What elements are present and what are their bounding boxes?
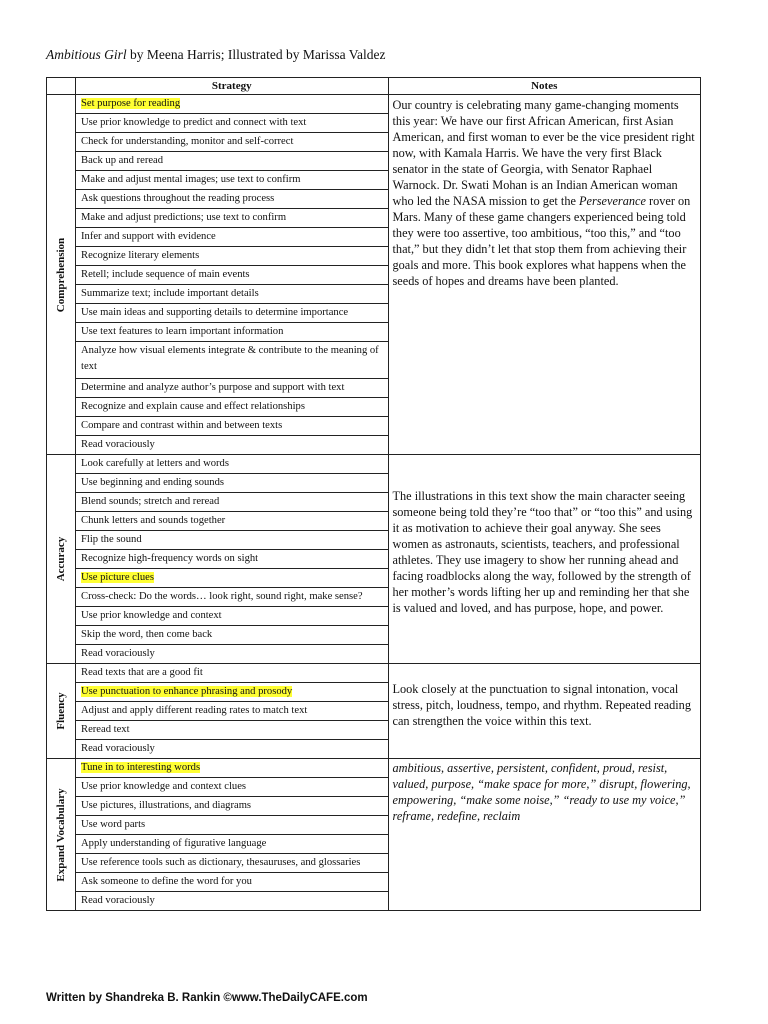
strategy-item-text: Skip the word, then come back bbox=[81, 629, 213, 640]
strategy-item-text: Infer and support with evidence bbox=[81, 231, 216, 242]
strategy-item bbox=[76, 797, 388, 816]
strategy-item-text: Read voraciously bbox=[81, 743, 155, 754]
strategy-item bbox=[76, 285, 388, 304]
strategy-item-text: Compare and contrast within and between texts bbox=[81, 420, 283, 431]
strategy-item bbox=[76, 379, 388, 398]
strategy-item-text: Read voraciously bbox=[81, 648, 155, 659]
strategy-item-highlighted: Tune in to interesting words bbox=[81, 762, 201, 773]
strategy-item bbox=[76, 588, 388, 607]
strategy-item-text: Read texts that are a good fit bbox=[81, 667, 203, 678]
strategy-item bbox=[76, 759, 388, 778]
strategy-item bbox=[76, 854, 388, 873]
strategy-item-text: Use prior knowledge and context clues bbox=[81, 781, 247, 792]
strategy-item bbox=[76, 664, 388, 683]
strategy-item-text: Use main ideas and supporting details to determine importance bbox=[81, 307, 349, 318]
strategy-item-text: Retell; include sequence of main events bbox=[81, 269, 250, 280]
strategy-item-text: Use pictures, illustrations, and diagrams bbox=[81, 800, 252, 811]
header-row bbox=[47, 78, 701, 95]
strategy-item bbox=[76, 702, 388, 721]
strategy-item-text: Use word parts bbox=[81, 819, 146, 830]
strategy-item-text: Cross-check: Do the words… look right, sound right, make sense? bbox=[81, 591, 363, 602]
category-label: Expand Vocabulary bbox=[55, 787, 67, 882]
strategy-item-text: Recognize and explain cause and effect relationships bbox=[81, 401, 305, 412]
strategy-item-text: Back up and reread bbox=[81, 155, 164, 166]
notes-text: ambitious, assertive, persistent, confident, proud, resist, valued, purpose, “make space for more,” disrupt, flowering, empowering, “make some noise,” “ready to use my voice,” reframe, redefine, reclaim bbox=[392, 761, 691, 823]
strategy-item-text: Make and adjust mental images; use text to confirm bbox=[81, 174, 301, 185]
strategy-item bbox=[76, 892, 388, 910]
strategy-item bbox=[76, 550, 388, 569]
strategy-item-text: Read voraciously bbox=[81, 895, 155, 906]
strategy-item bbox=[76, 417, 388, 436]
strategy-item bbox=[76, 398, 388, 417]
strategy-item bbox=[76, 95, 388, 114]
notes-header: Notes bbox=[388, 78, 701, 95]
strategy-item-text: Recognize high-frequency words on sight bbox=[81, 553, 259, 564]
category-cell bbox=[47, 664, 76, 759]
strategy-list bbox=[76, 664, 389, 759]
category-label: Comprehension bbox=[55, 237, 67, 312]
strategy-item-highlighted: Set purpose for reading bbox=[81, 98, 181, 109]
category-label: Accuracy bbox=[55, 536, 67, 582]
strategy-item bbox=[76, 873, 388, 892]
category-label: Fluency bbox=[55, 692, 67, 730]
section-row-fluency bbox=[47, 664, 701, 759]
strategy-item-text: Look carefully at letters and words bbox=[81, 458, 229, 469]
strategy-item bbox=[76, 816, 388, 835]
notes-cell bbox=[388, 759, 701, 911]
notes-text: The illustrations in this text show the main character seeing someone being told they’re “too that” or “too this” and using it as motivation to achieve their goal anyway. She sees women as astronauts, scientists, teachers, and professional athletes. They use imagery to show her running ahead and facing roadblocks along the way, followed by the strength of her mother’s words lifting her up and reminding her that she is valued and loved, and has purpose, hope, and power. bbox=[392, 488, 693, 615]
category-cell bbox=[47, 95, 76, 455]
strategy-item-text: Blend sounds; stretch and reread bbox=[81, 496, 220, 507]
strategy-item-text: Reread text bbox=[81, 724, 130, 735]
strategy-item bbox=[76, 152, 388, 171]
strategy-item-text: Use beginning and ending sounds bbox=[81, 477, 225, 488]
strategy-item bbox=[76, 835, 388, 854]
strategy-item-text: Apply understanding of figurative language bbox=[81, 838, 267, 849]
strategy-item bbox=[76, 474, 388, 493]
strategy-item bbox=[76, 721, 388, 740]
section-row-vocabulary bbox=[47, 759, 701, 911]
category-cell bbox=[47, 455, 76, 664]
strategy-item bbox=[76, 114, 388, 133]
strategy-item bbox=[76, 531, 388, 550]
notes-italic-part: Perseverance bbox=[579, 194, 646, 208]
strategy-list bbox=[76, 455, 389, 664]
strategy-item bbox=[76, 209, 388, 228]
strategy-item-text: Adjust and apply different reading rates to match text bbox=[81, 705, 308, 716]
strategy-item bbox=[76, 304, 388, 323]
document-title bbox=[46, 47, 385, 63]
section-row-comprehension bbox=[47, 95, 701, 455]
book-title: Ambitious Girl bbox=[46, 47, 127, 62]
strategy-item bbox=[76, 436, 388, 454]
notes-cell bbox=[388, 455, 701, 664]
strategy-item-highlighted: Use picture clues bbox=[81, 572, 154, 583]
strategy-item bbox=[76, 740, 388, 758]
author-credit: by Meena Harris; Illustrated by Marissa Valdez bbox=[126, 47, 386, 62]
notes-text bbox=[389, 95, 701, 289]
notes-cell bbox=[388, 664, 701, 759]
strategy-item-text: Make and adjust predictions; use text to confirm bbox=[81, 212, 287, 223]
strategy-item-text: Use prior knowledge and context bbox=[81, 610, 222, 621]
strategy-item bbox=[76, 266, 388, 285]
strategy-item bbox=[76, 778, 388, 797]
strategy-item bbox=[76, 607, 388, 626]
strategy-table bbox=[46, 77, 701, 911]
strategy-item bbox=[76, 171, 388, 190]
strategy-item-text: Read voraciously bbox=[81, 439, 155, 450]
strategy-item bbox=[76, 228, 388, 247]
strategy-item bbox=[76, 645, 388, 663]
notes-part: Our country is celebrating many game-changing moments this year: We have our first African American, first Asian American, and first woman to ever be the vice president right now, with Kamala Harris. We have the very first Black senator in the state of Georgia, with Senator Raphael Warnock. Dr. Swati Mohan is an Indian American woman who led the NASA mission to get the bbox=[392, 98, 695, 208]
strategy-item bbox=[76, 455, 388, 474]
strategy-item-text: Flip the sound bbox=[81, 534, 142, 545]
strategy-header: Strategy bbox=[76, 78, 389, 95]
notes-text: Look closely at the punctuation to signal intonation, vocal stress, pitch, loudness, tempo, and rhythm. Repeated reading can strengthen the voice within this text. bbox=[392, 681, 691, 728]
strategy-item-text: Determine and analyze author’s purpose and support with text bbox=[81, 382, 345, 393]
strategy-item-text: Use reference tools such as dictionary, thesauruses, and glossaries bbox=[81, 857, 361, 868]
strategy-item-text: Summarize text; include important details bbox=[81, 288, 259, 299]
footer-credit: Written by Shandreka B. Rankin ©www.TheDailyCAFE.com bbox=[46, 992, 368, 1004]
category-header bbox=[47, 78, 76, 95]
strategy-list bbox=[76, 759, 389, 911]
strategy-item bbox=[76, 190, 388, 209]
strategy-item-text: Use prior knowledge to predict and connect with text bbox=[81, 117, 307, 128]
strategy-item-text: Check for understanding, monitor and self-correct bbox=[81, 136, 294, 147]
strategy-item bbox=[76, 569, 388, 588]
strategy-item bbox=[76, 342, 388, 379]
strategy-item bbox=[76, 626, 388, 645]
strategy-item-text: Ask questions throughout the reading process bbox=[81, 193, 275, 204]
strategy-item bbox=[76, 133, 388, 152]
strategy-list bbox=[76, 95, 389, 455]
notes-cell bbox=[388, 95, 701, 455]
section-row-accuracy bbox=[47, 455, 701, 664]
strategy-item bbox=[76, 683, 388, 702]
notes-part: rover on Mars. Many of these game changers experienced being told they were too assertive, too ambitious, “too this,” and “too that,” but they didn’t let that stop them from achieving their goals and more. This book explores what happens when the seeds of hopes and dreams have been planted. bbox=[392, 194, 691, 288]
strategy-item-text: Use text features to learn important information bbox=[81, 326, 284, 337]
strategy-item-text: Chunk letters and sounds together bbox=[81, 515, 226, 526]
strategy-item bbox=[76, 247, 388, 266]
strategy-item bbox=[76, 323, 388, 342]
category-cell bbox=[47, 759, 76, 911]
strategy-item-text: Analyze how visual elements integrate & contribute to the meaning of text bbox=[81, 345, 379, 372]
strategy-item bbox=[76, 512, 388, 531]
strategy-item-text: Ask someone to define the word for you bbox=[81, 876, 252, 887]
strategy-item-highlighted: Use punctuation to enhance phrasing and prosody bbox=[81, 686, 293, 697]
strategy-item-text: Recognize literary elements bbox=[81, 250, 200, 261]
strategy-item bbox=[76, 493, 388, 512]
